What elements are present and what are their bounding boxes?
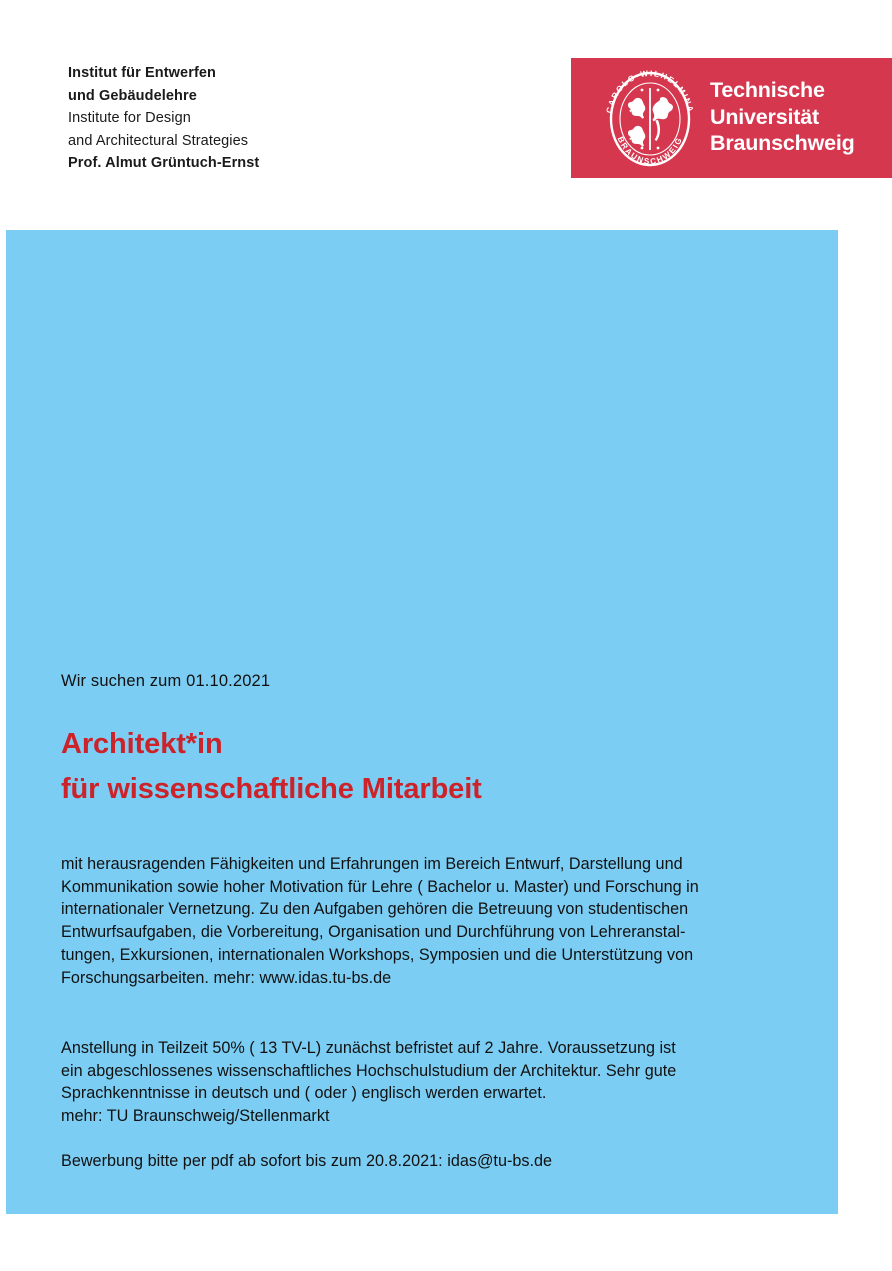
job-title-line-2: für wissenschaftliche Mitarbeit xyxy=(61,773,482,805)
institute-line-1: Institut für Entwerfen xyxy=(68,65,216,81)
page-header xyxy=(0,0,892,230)
duties-line-5: tungen, Exkursionen, internationalen Workshops, Symposien und die Unterstützung von xyxy=(61,945,694,964)
terms-line-1: Anstellung in Teilzeit 50% ( 13 TV-L) zunächst befristet auf 2 Jahre. Voraussetzung ist xyxy=(61,1039,676,1057)
institute-identity-block xyxy=(68,62,488,175)
duties-line-6: Forschungsarbeiten. mehr: www.idas.tu-bs.de xyxy=(61,968,392,987)
tu-wordmark xyxy=(710,77,855,157)
svg-text:CAROLO-WILHELMINA: CAROLO-WILHELMINA xyxy=(604,68,696,115)
terms-line-4: mehr: TU Braunschweig/Stellenmarkt xyxy=(61,1107,330,1126)
application-instructions-paragraph xyxy=(61,1150,552,1173)
institute-line-2: und Gebäudelehre xyxy=(68,87,197,104)
job-duties-paragraph xyxy=(61,853,699,989)
institute-line-4: and Architectural Strategies xyxy=(68,132,249,149)
job-title-headline xyxy=(61,722,482,812)
tu-wordmark-line-1: Technische xyxy=(710,78,825,102)
duties-line-3: internationaler Vernetzung. Zu den Aufgaben gehören die Betreuung von studentischen xyxy=(61,900,689,919)
terms-line-3: Sprachkenntnisse in deutsch und ( oder ) englisch werden erwartet. xyxy=(61,1084,547,1103)
job-posting-panel xyxy=(6,230,838,1214)
terms-line-2: ein abgeschlossenes wissenschaftliches Hochschulstudium der Architektur. Sehr gute xyxy=(61,1061,677,1080)
tu-wordmark-line-2: Universität xyxy=(710,104,819,129)
tu-seal-icon xyxy=(598,66,702,170)
apply-line-1: Bewerbung bitte per pdf ab sofort bis zum 20.8.2021: idas@tu-bs.de xyxy=(61,1152,553,1170)
duties-line-2: Kommunikation sowie hoher Motivation für Lehre ( Bachelor u. Master) und Forschung in xyxy=(61,877,699,896)
vacancy-start-date: Wir suchen zum 01.10.2021 xyxy=(61,672,271,690)
job-title-line-1: Architekt*in xyxy=(61,728,223,760)
tu-braunschweig-logo xyxy=(571,58,892,178)
employment-terms-paragraph xyxy=(61,1037,676,1128)
duties-line-4: Entwurfsaufgaben, die Vorbereitung, Organisation und Durchführung von Lehreranstal- xyxy=(61,923,686,942)
tu-wordmark-line-3: Braunschweig xyxy=(710,131,855,155)
duties-line-1: mit herausragenden Fähigkeiten und Erfahrungen im Bereich Entwurf, Darstellung und xyxy=(61,855,683,873)
institute-line-5: Prof. Almut Grüntuch-Ernst xyxy=(68,155,260,171)
institute-line-3: Institute for Design xyxy=(68,110,191,126)
svg-text:BRAUNSCHWEIG: BRAUNSCHWEIG xyxy=(615,135,685,167)
